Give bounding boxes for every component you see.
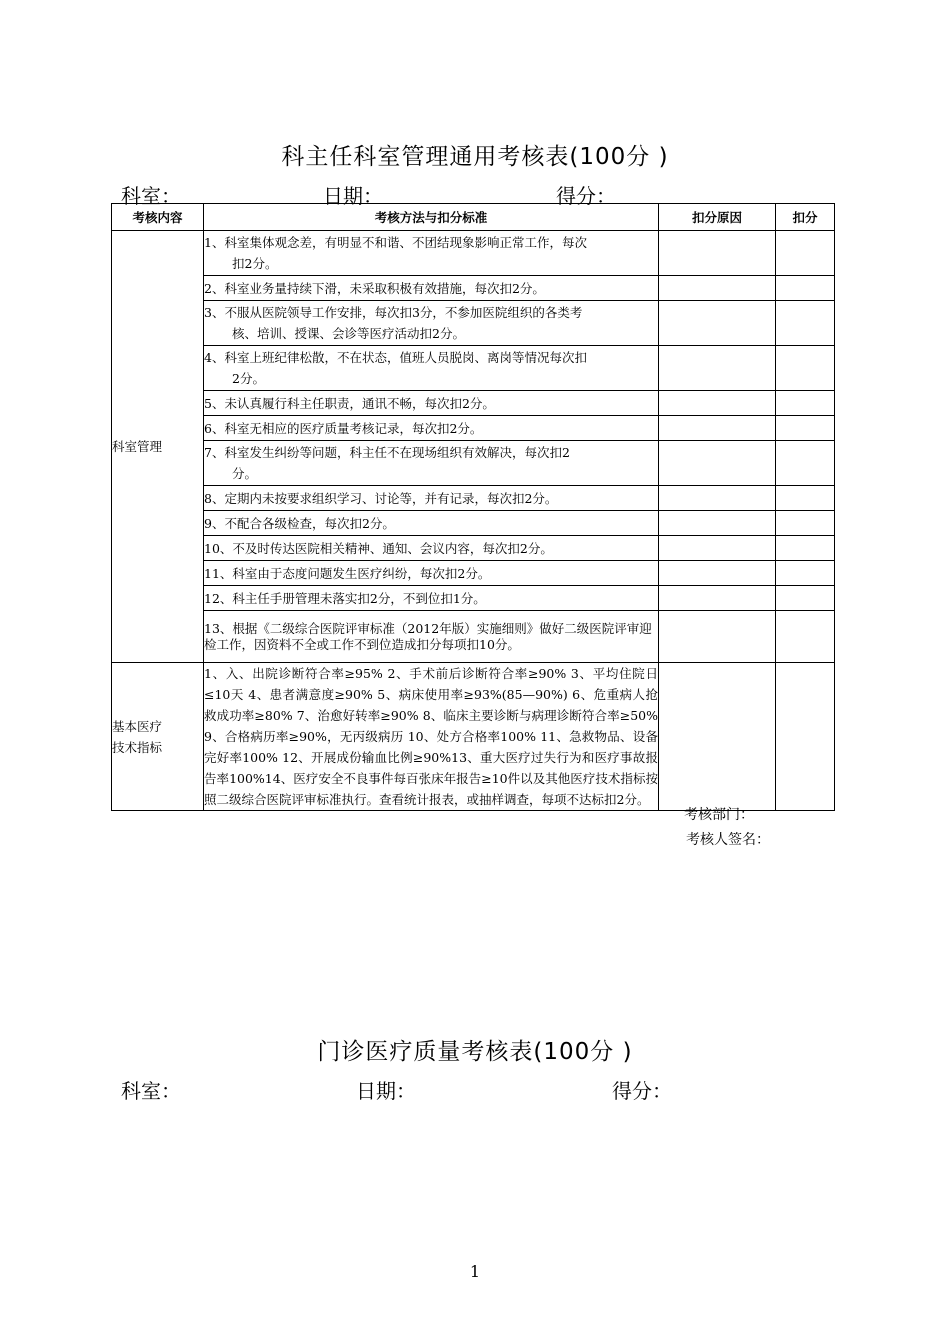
deduction-cell[interactable] xyxy=(776,231,835,276)
criteria-cell xyxy=(204,486,659,511)
criteria-line: 6、科室无相应的医疗质量考核记录，每次扣2分。 xyxy=(204,420,483,436)
reason-cell[interactable] xyxy=(659,611,776,663)
deduction-cell[interactable] xyxy=(776,561,835,586)
category-line: 技术指标 xyxy=(112,739,163,755)
table-row xyxy=(112,231,835,276)
reason-cell[interactable] xyxy=(659,486,776,511)
deduction-cell[interactable] xyxy=(776,486,835,511)
criteria-line: 9、不配合各级检查，每次扣2分。 xyxy=(204,515,395,531)
deduction-cell[interactable] xyxy=(776,276,835,301)
criteria-line-cont: 分。 xyxy=(232,466,258,481)
table-row xyxy=(112,276,835,301)
form1-date-label: 日期： xyxy=(323,184,383,208)
reason-cell[interactable] xyxy=(659,586,776,611)
reason-cell[interactable] xyxy=(659,301,776,346)
table-row xyxy=(112,416,835,441)
criteria-cell xyxy=(204,536,659,561)
criteria-line: 5、未认真履行科主任职责，通讯不畅，每次扣2分。 xyxy=(204,395,495,411)
criteria-line-cont: 2分。 xyxy=(232,371,265,386)
form2-score-label: 得分： xyxy=(612,1079,672,1103)
criteria-cell xyxy=(204,611,659,663)
reason-cell[interactable] xyxy=(659,441,776,486)
criteria-cell: 1、入、出院诊断符合率≥95% 2、手术前后诊断符合率≥90% 3、平均住院日≤10天 4、患者满意度≥90% 5、病床使用率≥93%(85—90%) 6、危重病人抢救成功率≥80% 7、治愈好转率≥90% 8、临床主要诊断与病理诊断符合率≥50% 9、合格病历率≥90%，无丙级病历 10、处方合格率100% 11、急救物品、设备完好率100% 12、开展成份输血比例≥90%13、重大医疗过失行为和医疗事故报告率100%14、医疗安全不良事件每百张床年报告≥10件以及其他医疗技术指标按照二级综合医院评审标准执行。查看统计报表，或抽样调查，每项不达标扣2分。 xyxy=(204,663,659,811)
reason-cell[interactable] xyxy=(659,511,776,536)
deduction-cell[interactable] xyxy=(776,441,835,486)
deduction-cell[interactable] xyxy=(776,611,835,663)
category-cell xyxy=(112,663,204,811)
criteria-cell xyxy=(204,441,659,486)
reason-cell[interactable] xyxy=(659,391,776,416)
criteria-line: 13、根据《二级综合医院评审标准（2012年版）实施细则》做好二级医院评审迎检工作，因资料不全或工作不到位造成扣分每项扣10分。 xyxy=(204,620,652,652)
category-line: 基本医疗 xyxy=(112,718,163,734)
reason-cell[interactable] xyxy=(659,416,776,441)
footer-assessing-dept: 考核部门： xyxy=(684,807,754,823)
criteria-line: 2、科室业务量持续下滑，未采取积极有效措施，每次扣2分。 xyxy=(204,280,545,296)
table-row xyxy=(112,611,835,663)
deduction-cell[interactable] xyxy=(776,536,835,561)
table-row xyxy=(112,511,835,536)
col-header-reason: 扣分原因 xyxy=(659,204,776,231)
table-row xyxy=(112,441,835,486)
col-header-method: 考核方法与扣分标准 xyxy=(204,204,659,231)
reason-cell[interactable] xyxy=(659,276,776,301)
criteria-cell xyxy=(204,586,659,611)
deduction-cell[interactable] xyxy=(776,391,835,416)
assessment-table xyxy=(111,203,835,811)
criteria-line: 12、科主任手册管理未落实扣2分，不到位扣1分。 xyxy=(204,590,486,606)
deduction-cell[interactable] xyxy=(776,301,835,346)
form1-title: 科主任科室管理通用考核表(100分 ) xyxy=(281,144,669,170)
table-row xyxy=(112,346,835,391)
reason-cell[interactable] xyxy=(659,346,776,391)
criteria-line: 3、不服从医院领导工作安排，每次扣3分，不参加医院组织的各类考 xyxy=(204,305,583,320)
form2-title: 门诊医疗质量考核表(100分 ) xyxy=(317,1039,633,1065)
criteria-line-cont: 核、培训、授课、会诊等医疗活动扣2分。 xyxy=(232,326,465,341)
criteria-line-cont: 扣2分。 xyxy=(232,256,278,271)
reason-cell[interactable] xyxy=(659,561,776,586)
criteria-cell xyxy=(204,561,659,586)
deduction-cell[interactable] xyxy=(776,511,835,536)
criteria-line: 10、不及时传达医院相关精神、通知、会议内容，每次扣2分。 xyxy=(204,540,553,556)
criteria-cell xyxy=(204,511,659,536)
deduction-cell[interactable] xyxy=(776,663,835,811)
page-number: 1 xyxy=(469,1262,481,1281)
table-row xyxy=(112,586,835,611)
criteria-cell xyxy=(204,416,659,441)
table-row xyxy=(112,486,835,511)
form2-date-label: 日期： xyxy=(356,1079,416,1103)
col-header-content: 考核内容 xyxy=(112,204,204,231)
deduction-cell[interactable] xyxy=(776,586,835,611)
reason-cell[interactable] xyxy=(659,231,776,276)
deduction-cell[interactable] xyxy=(776,346,835,391)
criteria-cell xyxy=(204,391,659,416)
form2-dept-label: 科室： xyxy=(121,1079,181,1103)
criteria-cell xyxy=(204,301,659,346)
criteria-cell xyxy=(204,231,659,276)
form1-dept-label: 科室： xyxy=(121,184,181,208)
criteria-cell xyxy=(204,276,659,301)
criteria-line: 1、科室集体观念差，有明显不和谐、不团结现象影响正常工作，每次 xyxy=(204,235,587,250)
table-header-row xyxy=(112,204,835,231)
table-row xyxy=(112,391,835,416)
form1-score-label: 得分： xyxy=(556,184,616,208)
criteria-line: 7、科室发生纠纷等问题，科主任不在现场组织有效解决，每次扣2 xyxy=(204,445,570,460)
reason-cell[interactable] xyxy=(659,536,776,561)
criteria-line: 8、定期内未按要求组织学习、讨论等，并有记录，每次扣2分。 xyxy=(204,490,558,506)
footer-assessor-signature: 考核人签名： xyxy=(686,832,770,848)
criteria-line: 11、科室由于态度问题发生医疗纠纷，每次扣2分。 xyxy=(204,565,491,581)
criteria-cell xyxy=(204,346,659,391)
category-cell: 科室管理 xyxy=(112,231,204,663)
table-row xyxy=(112,561,835,586)
table-row xyxy=(112,663,835,811)
criteria-line: 4、科室上班纪律松散，不在状态，值班人员脱岗、离岗等情况每次扣 xyxy=(204,350,587,365)
reason-cell[interactable] xyxy=(659,663,776,811)
table-row xyxy=(112,301,835,346)
table-row xyxy=(112,536,835,561)
col-header-deduction: 扣分 xyxy=(776,204,835,231)
deduction-cell[interactable] xyxy=(776,416,835,441)
